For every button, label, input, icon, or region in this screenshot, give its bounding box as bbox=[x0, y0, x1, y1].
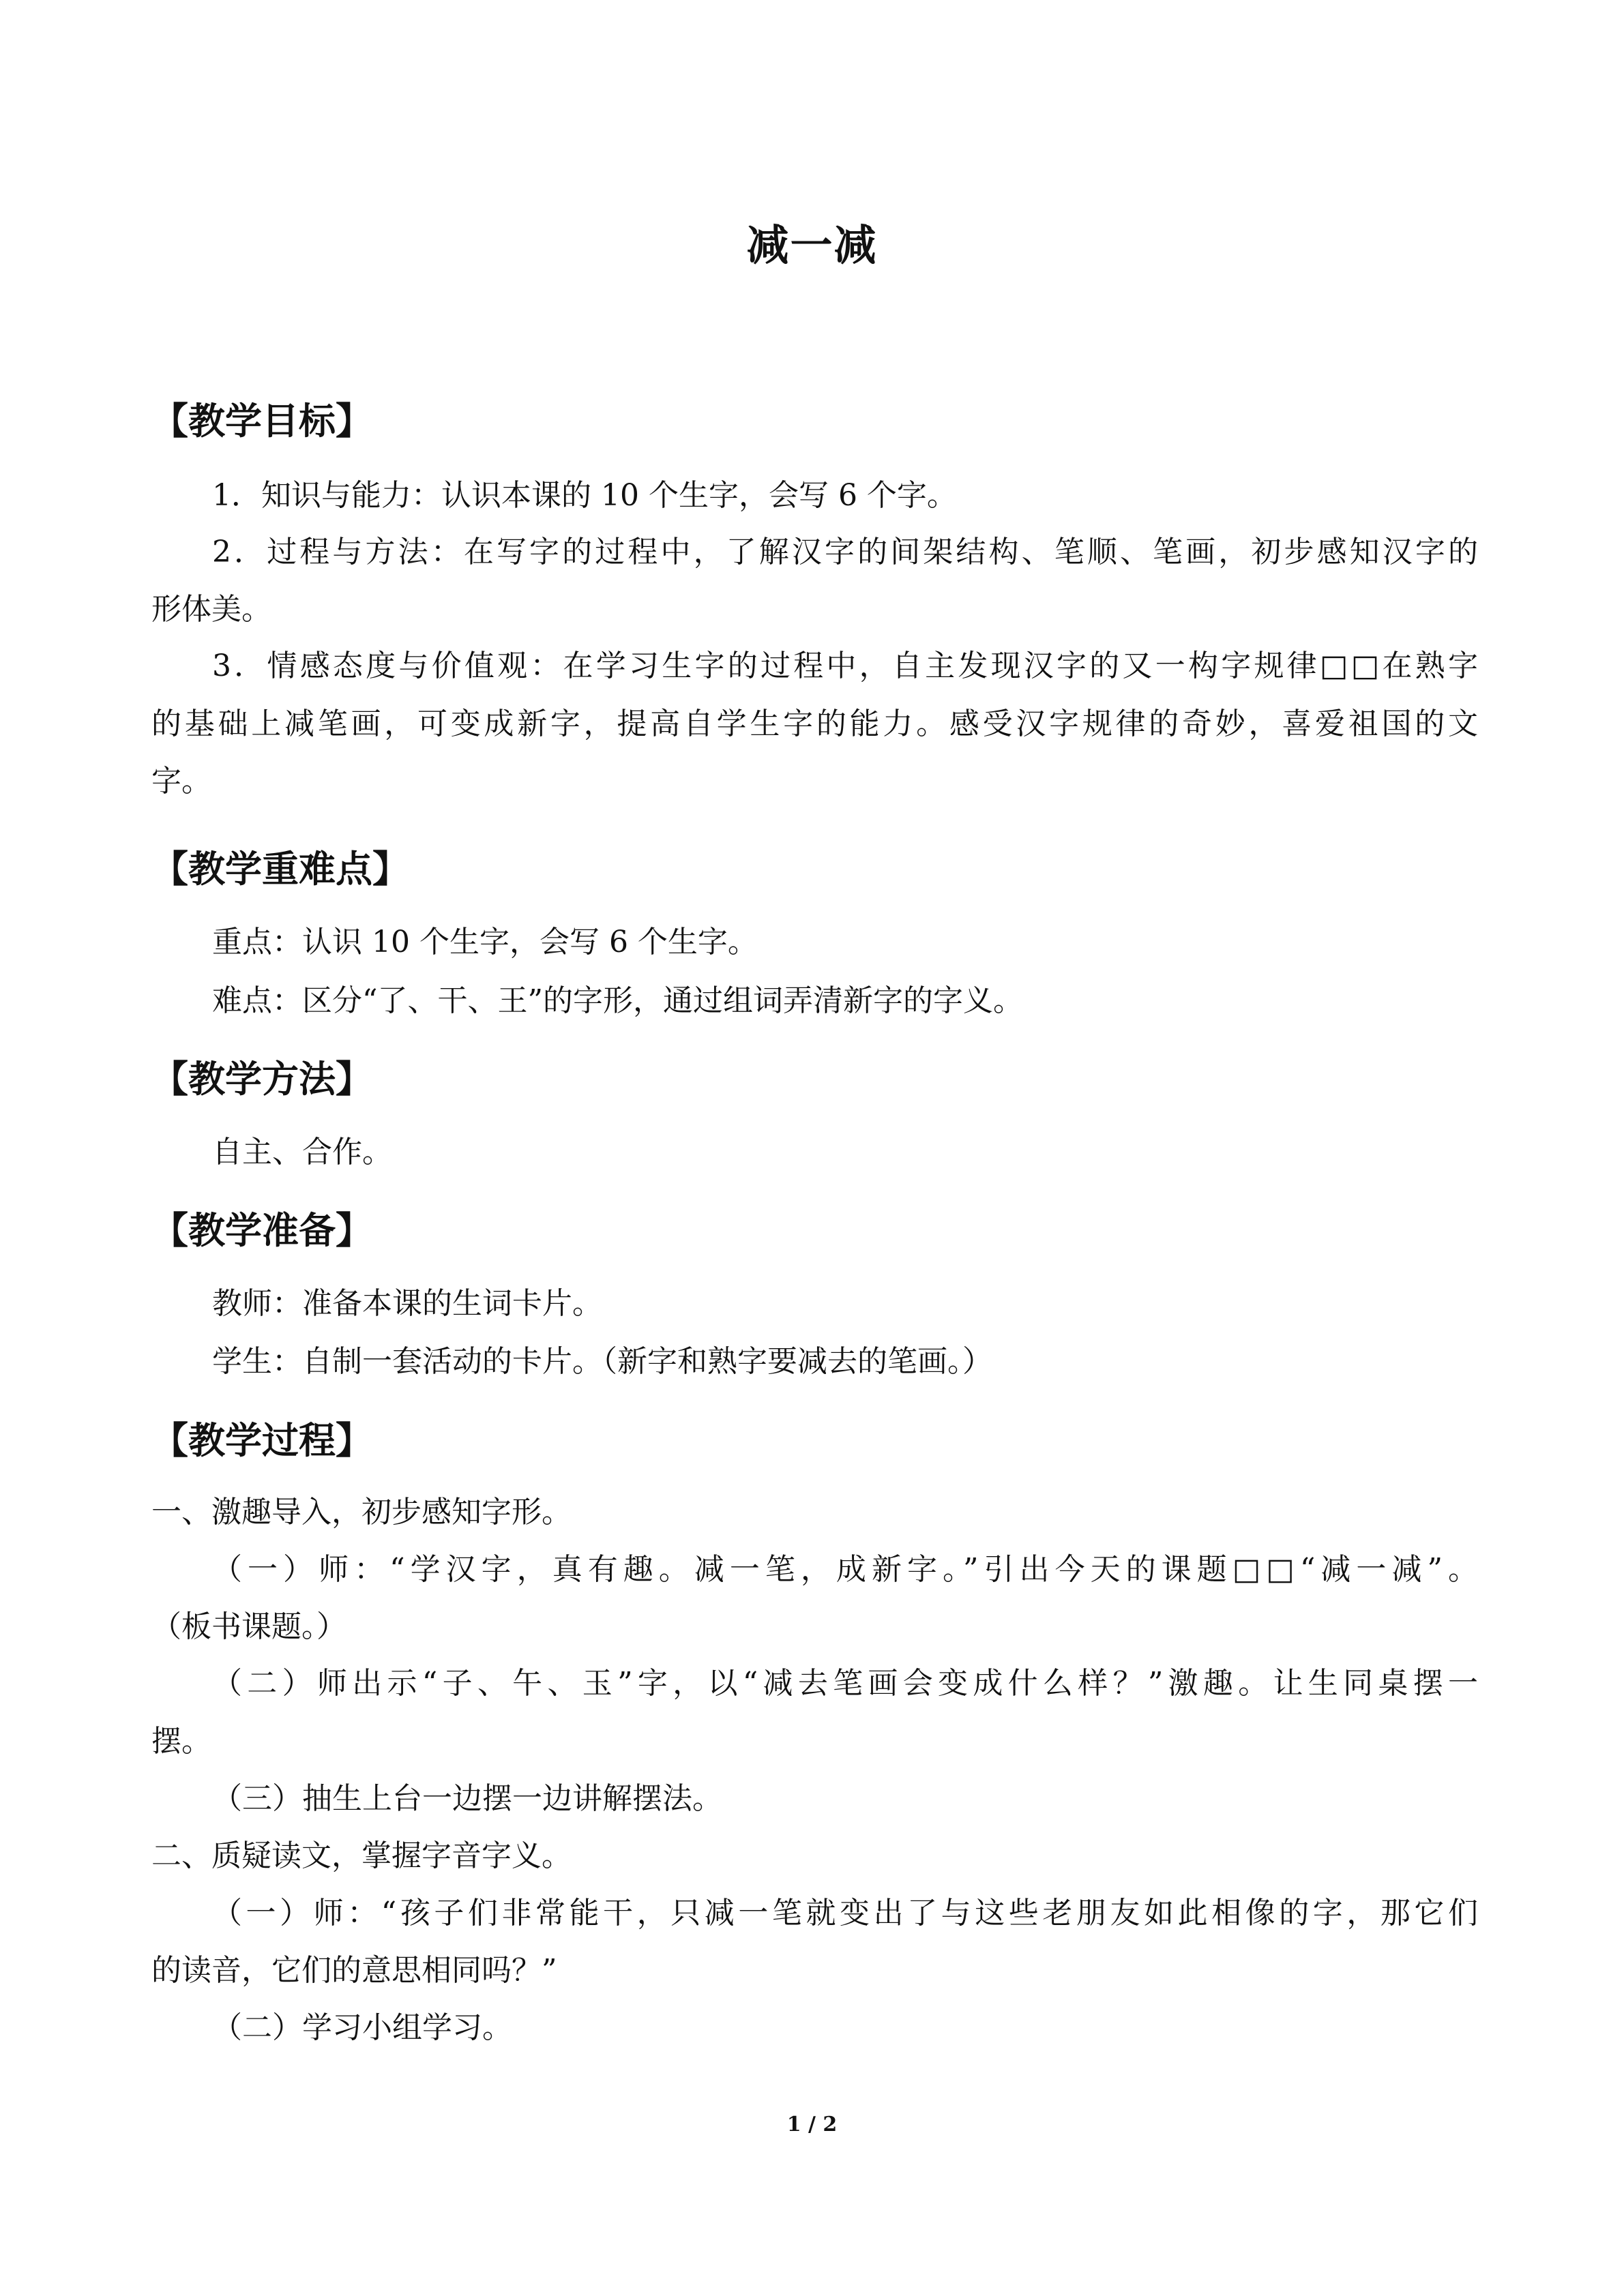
difficulty-line: 难点：区分“了、干、王”的字形，通过组词弄清新字的字义。 bbox=[212, 983, 1023, 1018]
page-number: 1 / 2 bbox=[786, 2113, 838, 2136]
heading-teaching-method: 【教学方法】 bbox=[151, 1058, 372, 1101]
process-step-1b-cont: 摆。 bbox=[151, 1724, 211, 1759]
process-step-1a: （一）师：“学汉字，真有趣。减一笔，成新字。”引出今天的课题□□“减一减”。 bbox=[212, 1552, 1478, 1587]
goal-line-3-end: 字。 bbox=[151, 764, 211, 799]
process-step-2a-cont: 的读音，它们的意思相同吗？” bbox=[151, 1953, 557, 1988]
process-step-2a: （一）师：“孩子们非常能干，只减一笔就变出了与这些老朋友如此相像的字，那它们 bbox=[212, 1896, 1478, 1930]
process-step-1b: （二）师出示“子、午、玉”字，以“减去笔画会变成什么样？”激趣。让生同桌摆一 bbox=[212, 1666, 1478, 1701]
prep-teacher-line: 教师：准备本课的生词卡片。 bbox=[212, 1286, 602, 1321]
process-step-1a-cont: （板书课题。） bbox=[151, 1609, 346, 1644]
goal-line-3-cont: 的基础上减笔画，可变成新字，提高自学生字的能力。感受汉字规律的奇妙，喜爱祖国的文 bbox=[151, 706, 1478, 741]
goal-line-2-cont: 形体美。 bbox=[151, 592, 271, 627]
method-line: 自主、合作。 bbox=[212, 1135, 392, 1169]
heading-teaching-prep: 【教学准备】 bbox=[151, 1209, 372, 1252]
heading-teaching-process: 【教学过程】 bbox=[151, 1419, 372, 1462]
goal-line-3: 3．情感态度与价值观：在学习生字的过程中，自主发现汉字的又一构字规律□□在熟字 bbox=[212, 648, 1478, 683]
process-step-2b: （二）学习小组学习。 bbox=[212, 2010, 512, 2045]
process-step-2: 二、质疑读文，掌握字音字义。 bbox=[151, 1838, 572, 1873]
process-step-1: 一、激趣导入，初步感知字形。 bbox=[151, 1495, 572, 1530]
heading-teaching-goals: 【教学目标】 bbox=[151, 400, 372, 443]
key-point-line: 重点：认识 10 个生字，会写 6 个生字。 bbox=[212, 925, 758, 959]
prep-student-line: 学生：自制一套活动的卡片。（新字和熟字要减去的笔画。） bbox=[212, 1344, 992, 1379]
goal-line-2: 2．过程与方法：在写字的过程中，了解汉字的间架结构、笔顺、笔画，初步感知汉字的 bbox=[212, 535, 1478, 569]
goal-line-1: 1．知识与能力：认识本课的 10 个生字，会写 6 个字。 bbox=[212, 478, 957, 513]
page-title: 减一减 bbox=[746, 220, 878, 270]
heading-key-points: 【教学重难点】 bbox=[151, 848, 409, 891]
process-step-1c: （三）抽生上台一边摆一边讲解摆法。 bbox=[212, 1781, 722, 1816]
